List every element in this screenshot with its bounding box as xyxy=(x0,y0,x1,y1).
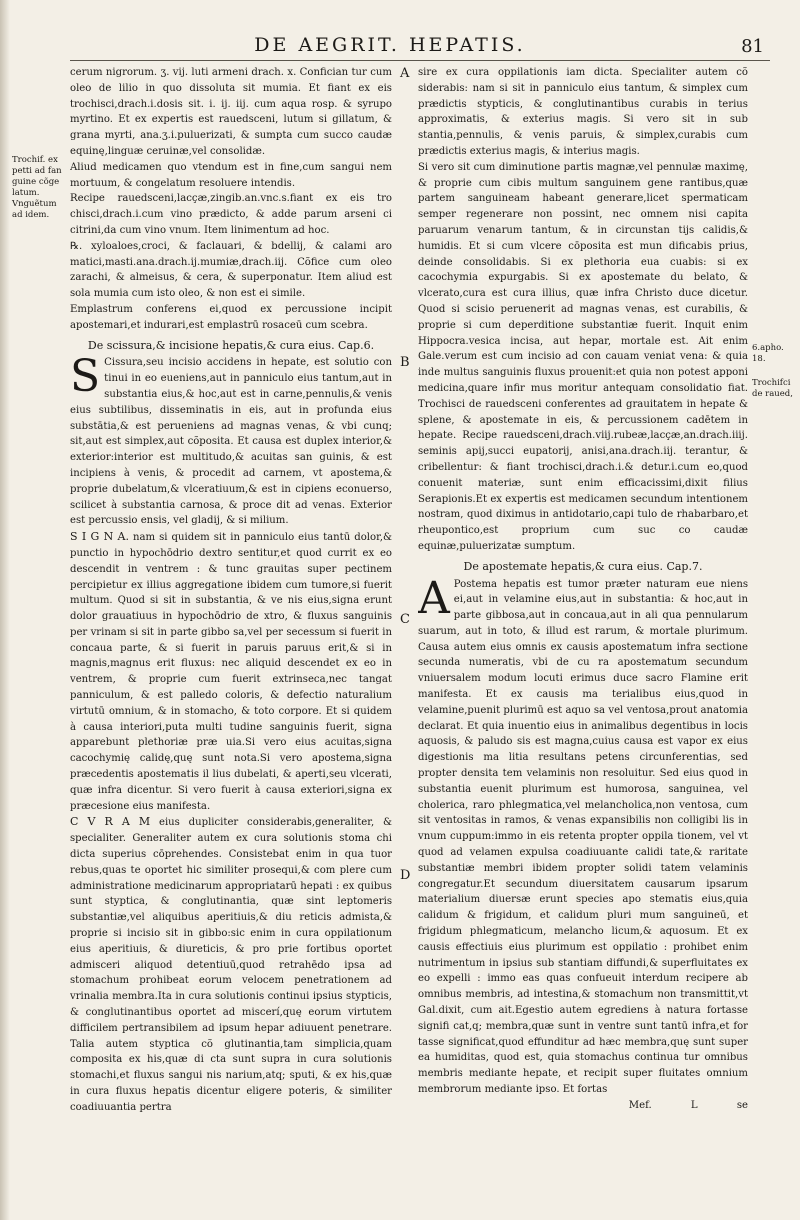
margin-note-trochisci: Trochif. ex petti ad fan guine cõge latum. Vnguẽtum ad idem. xyxy=(12,155,62,220)
chapter-body xyxy=(418,572,748,1098)
signature-letter: L xyxy=(690,1099,698,1111)
catchword-line xyxy=(418,1098,748,1114)
paragraph: sire ex cura oppilationis iam dicta. Specialiter autem cõ siderabis: nam si sit in panniculo eius tantum, & simplex cum prædictis stypticis, & conglutinantibus curabis in terius approximatis, & exterius magis. Si vero sit in sub stantia,pennulis, & venis paruis, & simplex,curabis cum prædictis exterius magis, & interius magis. xyxy=(418,67,748,157)
section-letter-b: B xyxy=(400,355,410,370)
chapter-text: Postema hepatis est tumor præter naturam eue niens ei,aut in velamine eius,aut in substantia: & hoc,aut in parte gibbosa,aut in concaua,aut in ali qua pennularum suarum, aut in toto, & illud est rarum, & mortale plurimum. Causa autem eius omnis ex causis apostematum infra sectione secunda numeratis, vbi de cu ra apostematum secundum vniuersalem modum locuti erimus duce sacro Flamine erit manifesta. Et ex causis ma terialibus eius,quod in velamine,puenit plurimū est aquo sa vel ventosa,prout anatomia declarat. Et quia inuentio eius in animalibus degentibus in locis aquosis, & paludo sis est magna,cuius causa est vapor ex eius digestionis ma litia resultans petens circunferentias, sed propter densita tem velaminis non resoluitur. Sed eius quod in substantia euenit plurimum est humorosa, sanguinea, vel cholerica, raro phlegmatica,vel melancholica,non ventosa, cum sit ventositas in ramos, & venas expansibilis non colligibi lis in vnum cuppum:immo in eis retenta propter oppila tionem, vel vt quod ad velamen expulsa coadiuuante calidi tate,& raritate substantiæ membri ibidem propter solidi tatem velaminis congregatur.Et secundum diuersitatem causarum ipsarum materialium diuersæ erunt species apo stematis eius,quia calidum & frigidum, et calidum pluri mum sanguineū, et frigidum phlegmaticum, melancho licum,& aquosum. Et ex causis effectiuis eius plurimum est oppilatio : prohibet enim nutrimentum in ipsius sub stantiam diffundi,& superfluitates ex eo expelli : immo eas quas confueuit interdum recipere ab omnibus membris, ad intestina,& stomachum non transmittit,vt Gal.dixit, cum ait.Egestio autem egrediens à natura fortasse signifi cat,q; membra,quæ sunt in ventre sunt tantū infra,et for tasse significat,quod effunditur ad hæc membra,quę sunt super ea humiditas, quod est, quia stomachus continua tur omnibus membris mediante hepate, et recipit super fluitates omnium membrorum mediante ipso. Et fortas xyxy=(418,578,748,1095)
chapter-heading: De scissura,& incisione hepatis,& cura eius. Cap.6. xyxy=(87,338,375,352)
cura-text: eius dupliciter considerabis,generaliter, & specialiter. Generaliter autem ex cura solutionis stoma chi dicta superius cōprehendes. Consistebat enim in qua tuor rebus,quas te oportet hic similiter prosequi,& com plere cum administratione medicinarum appropriatarū hepati : ex quibus sunt styptica, & conglutinantia, quæ sint leptomeris substantiæ,vel aliquibus aperitiuis,& diu reticis admista,& proprie si incisio sit in gibbo:sic enim in cura oppilationum eius aperitiuis, & diureticis, & pro prie fortibus oportet admisceri aliquod detentiuū,quod retrahēdo ipsa ad stomachum prohibeat eorum velocem penetrationem ad vrinalia membra.Ita in cura solutionis continui ipsius stypticis, & conglutinantibus oportet ad miscerí,quę eorum virtutem difficilem pertransibilem ad ipsum hepar adiuuent penetrare. Talia autem styptica cõ glutinantia,tam simplicia,quam composita ex his,quæ di cta sunt supra in cura solutionis stomachi,et fluxus sangui nis narium,atq; sputi, & ex his,quæ in cura fluxus hepatis dicentur eligere poteris, & similiter coadiuuantia pertra xyxy=(70,817,392,1113)
header-rule xyxy=(70,60,770,61)
paragraph: Si vero sit cum diminutione partis magnæ,vel pennulæ maximę, & proprie cum cibis multum sanguinem gene rantibus,quæ partem sanguineam habeant generare,licet spermaticam semper regenerare non possint, nec omnem nisi capita paruarum venarum tantum, & in circunstan tijs calidis,& humidis. Et si cum vlcere cōposita est mun dificabis prius, deinde consolidabis. Si ex plethoria eua cuabis: si ex cacochymia expurgabis. Si ex apostemate du belato, & vlcerato,cura est cura illius, quæ infra Christo duce dicetur. Quod si scisio peruenerit ad magnas venas, est curabilis, & proprie si cum deperditione substantiæ fuerit. Inquit enim Hippocra.vesica incisa, aut hepar, mortale est. Ait enim Gale.verum est cum incisio ad con cauam veniat vena: & quia inde multus sanguinis fluxus prouenit:et quia non potest apponi medicina,quare infir mus moritur antequam consolidatio fiat. Trochisci de rauedsceni conferentes ad grauitatem in hepate & splene, & apostemate in eis, & percussionem cadētem in hepate. Recipe rauedsceni,drach.viij.rubeæ,lacçæ,an.drach.iiij. seminis apij,succi eupatorij, anisi,ana.drach.iij. terantur, & cribellentur: & fiant trochisci,drach.i.& detur.i.cum eo,quod conuenit materiæ, sunt enim efficacissimi,dixit filius Serapionis.Et ex expertis est medicamen secundum intentionem nostram, quod diximus in antidotario,capi tulo de rhabarbaro,et rheupontico,est proprium cum suc co caudæ equinæ,puluerizatæ sumptum. xyxy=(418,161,748,552)
left-column xyxy=(70,65,392,1125)
page-gutter-shadow xyxy=(0,0,10,1220)
cura-paragraph xyxy=(70,814,392,1115)
page-number: 81 xyxy=(741,36,764,57)
margin-note-aphorism: 6.apho. 18. xyxy=(752,343,784,364)
chapter-body xyxy=(70,351,392,529)
section-letter-c: C xyxy=(400,612,410,627)
paragraph: Emplastrum conferens ei,quod ex percussione incipit apostemari,et indurari,est emplastrū rosaceū cum scebra. xyxy=(70,303,392,331)
right-column xyxy=(418,65,748,1125)
chapter-text: Cissura,seu incisio accidens in hepate, est solutio con tinui in eo eueniens,aut in panniculo eius tantum,aut in substantia eius,& hoc,aut est in carne,pennulis,& venis eius subtilibus, disseminatis in eis, aut in profunda eius substātia,& est perueniens ad magnas venas, & vbi cunq; sit,aut est simplex,aut cõposita. Et causa est duplex interior,& exterior:interior est multitudo,& acuitas san guinis, & est incipiens à venis, & procedit ad carnem, vt apostema,& proprie dubelatum,& vlceratiuum,& est in cipiens econuerso, scilicet à substantia carnosa, & proce dit ad venas. Exterior est percussio ensis, vel gladij, & si milium. xyxy=(70,357,392,527)
drop-cap: A xyxy=(418,572,450,624)
chapter-heading: De apostemate hepatis,& cura eius. Cap.7. xyxy=(463,559,703,573)
paragraph: ℞. xyloaloes,croci, & faclauari, & bdellij, & calami aro matici,masti.ana.drach.ij.mumiæ,drach.iij. Cõfice cum oleo zarachi, & almeisus, & cera, & superponatur. Item aliud est sola mumia cum isto oleo, & non est ei simile. xyxy=(70,240,392,300)
signa-label: S I G N A. xyxy=(70,530,129,544)
catchword: se xyxy=(736,1099,748,1111)
paragraph: Recipe rauedsceni,lacçæ,zingib.an.vnc.s.fiant ex eis tro chisci,drach.i.cum vino prædicto, & adde parum arseni ci citrini,da cum vino vnum. Item linimentum ad hoc. xyxy=(70,193,392,236)
paragraph: cerum nigrorum. ʒ. vij. luti armeni drach. x. Confician tur cum oleo de lilio in quo dissoluta sit mumia. Et fiant ex eis trochisci,drach.i.dosis sit. i. ij. iij. cum aqua rosp. & syrupo myrtino. Et ex expertis est rauedsceni, lutum si gillatum, & grana myrti, ana.ʒ.i.puluerizati, & sumpta cum succo caudæ equinę,linguæ ceruinæ,vel consolidæ. xyxy=(70,67,392,157)
page-header xyxy=(0,32,800,62)
cura-label: C V R A M xyxy=(70,815,151,829)
running-title: DE AEGRIT. HEPATIS. xyxy=(254,34,526,56)
paragraph: Aliud medicamen quo vtendum est in fine,cum sangui nem mortuum, & congelatum resoluere intendis. xyxy=(70,161,392,189)
section-letter-a: A xyxy=(400,66,410,81)
margin-note-trochisci-raued: Trochifci de raued, xyxy=(752,378,793,399)
signature-mark: Mef. xyxy=(628,1099,652,1111)
signa-paragraph xyxy=(70,529,392,814)
section-letter-d: D xyxy=(400,868,411,883)
signa-text: nam si quidem sit in panniculo eius tantū dolor,& punctio in hypochōdrio dextro sentitur,et quod currit ex eo descendit in ventrem : & tunc grauitas super pectinem percipietur ex illius aggregatione ibidem cum tumore,si fuerit multum. Quod si sit in substantia, & ve nis eius,signa erunt dolor grauatiuus in hypochōdrio de xtro, & fluxus sanguinis per vrinam si sit in parte gibbo sa,vel per secessum si fuerit in concaua parte, & si fuerit in paruis paruus erit,& si in magnis,magnus erit fluxus: nec aliquid descendet ex eo in ventrem, & proprie cum fuerit extrinseca,nec tangat panniculum, & est palledo coloris, & defectio naturalium virtutū omnium, & in stomacho, & toto corpore. Et si quidem à causa interiori,puta multi tudine sanguinis fuerit, signa apparebunt plethoriæ præ uia.Si vero eius acuitas,signa cacochymię calidę,quę sunt nota.Si vero apostema,signa præcedentis apostematis il lius dubelati, & aperti,seu vlcerati, quæ infra dicentur. Si vero fuerit à causa exteriori,signa ex præcesione eius manifesta. xyxy=(70,532,392,812)
drop-cap: S xyxy=(70,351,101,403)
